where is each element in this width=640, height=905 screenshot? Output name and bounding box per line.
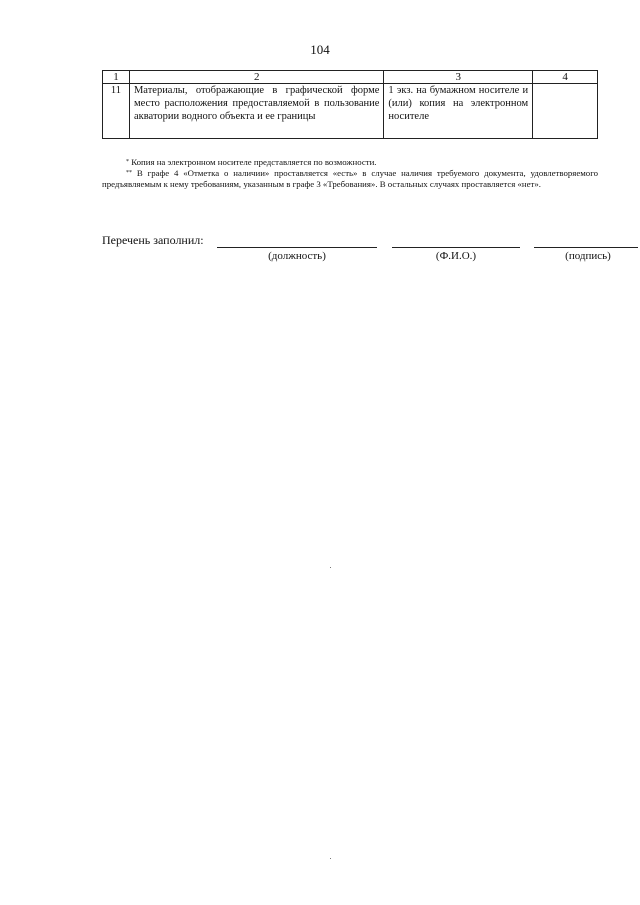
footnote-1-text: Копия на электронном носителе представляется по возможности. — [131, 157, 377, 167]
footnote-1 — [102, 157, 598, 168]
row-number: 11 — [103, 84, 130, 139]
position-caption: (должность) — [268, 250, 326, 262]
table-row — [103, 84, 598, 139]
footnotes — [102, 157, 598, 190]
table-header-cell: 1 — [103, 71, 130, 84]
table-header-cell: 4 — [533, 71, 598, 84]
sign-line — [534, 247, 638, 248]
page-number: 104 — [310, 42, 330, 57]
footnote-2-text: В графе 4 «Отметка о наличии» проставляется «есть» в случае наличия требуемого документа, удовлетворяемого предъявляемым к нему требованиям, указанным в графе 3 «Требования». В остальных случаях проставляется «нет». — [102, 168, 598, 189]
documents-table — [102, 70, 598, 139]
row-mark — [533, 84, 598, 139]
scan-speck — [330, 567, 331, 568]
scan-speck — [330, 858, 331, 859]
signature-block — [102, 233, 640, 269]
table-header-cell: 2 — [129, 71, 383, 84]
table-header-cell: 3 — [384, 71, 533, 84]
footnote-2-marker: ** — [126, 170, 132, 176]
sign-caption: (подпись) — [565, 250, 611, 262]
signature-label: Перечень заполнил: — [102, 233, 204, 247]
footnote-2 — [102, 168, 598, 190]
table-header-row — [103, 71, 598, 84]
name-line — [392, 247, 520, 248]
row-description: Материалы, отображающие в графической форме место расположения предоставляемой в пользование акватории водного объекта и ее границы — [129, 84, 383, 139]
name-caption: (Ф.И.О.) — [435, 250, 477, 262]
row-requirements: 1 экз. на бумажном носителе и (или) копия на электронном носителе — [384, 84, 533, 139]
position-line — [217, 247, 377, 248]
footnote-1-marker: * — [126, 159, 129, 165]
